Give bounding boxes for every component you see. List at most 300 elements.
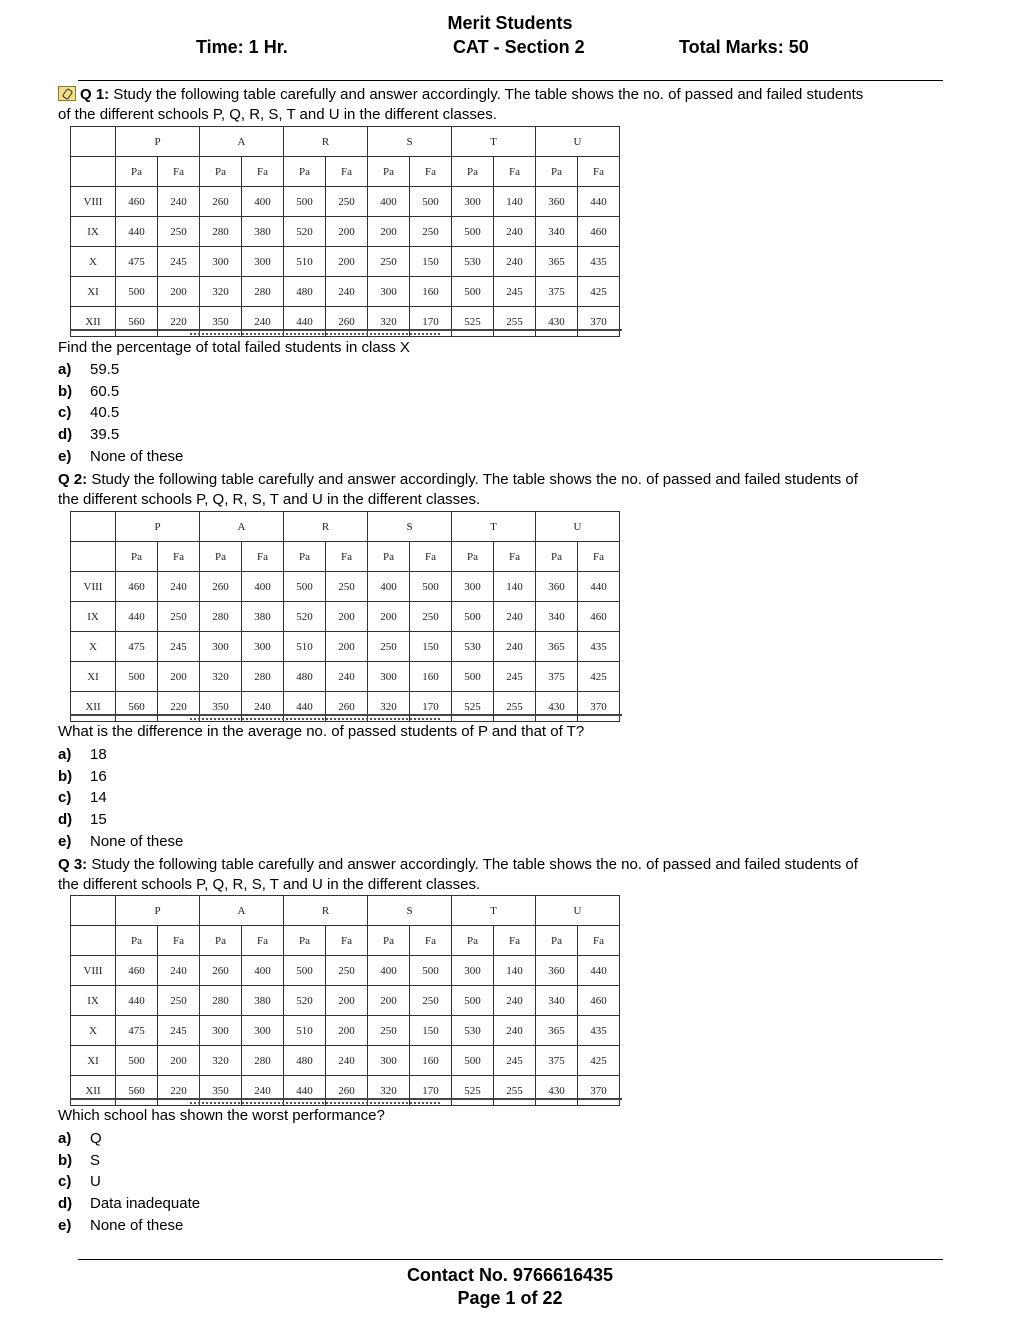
option-text: None of these <box>90 832 184 850</box>
results-table <box>70 895 620 1106</box>
question-1-options <box>58 359 183 467</box>
table-cell: 500 <box>116 1046 158 1076</box>
school-header: R <box>284 896 368 926</box>
option-letter: d) <box>58 426 73 444</box>
table-cell: 240 <box>494 986 536 1016</box>
table-cell: 440 <box>284 1076 326 1106</box>
table-cell: 435 <box>578 632 620 662</box>
table-cell: 245 <box>494 662 536 692</box>
pass-fail-header: Fa <box>410 926 452 956</box>
pass-fail-header: Fa <box>326 542 368 572</box>
table-row <box>71 217 620 247</box>
table-cell: 300 <box>200 1016 242 1046</box>
table-cell: 430 <box>536 1076 578 1106</box>
table-cell: 150 <box>410 1016 452 1046</box>
school-header: T <box>452 127 536 157</box>
table-cell: 140 <box>494 572 536 602</box>
table-cell: 260 <box>326 307 368 337</box>
option-letter: c) <box>58 404 72 422</box>
class-label: IX <box>71 602 116 632</box>
answer-option <box>58 1193 200 1215</box>
table-cell: 260 <box>200 956 242 986</box>
answer-option <box>58 809 183 831</box>
table-cell: 525 <box>452 692 494 722</box>
table-cell: 560 <box>116 307 158 337</box>
table-cell: 370 <box>578 1076 620 1106</box>
option-letter: e) <box>58 1216 72 1234</box>
class-label: XII <box>71 692 116 722</box>
table-cell: 220 <box>158 692 200 722</box>
table-cell: 300 <box>368 277 410 307</box>
table-cell: 320 <box>368 692 410 722</box>
table-cell: 370 <box>578 307 620 337</box>
table-cell: 380 <box>242 602 284 632</box>
pass-fail-header: Pa <box>536 926 578 956</box>
pass-fail-header: Pa <box>368 926 410 956</box>
table-row <box>71 662 620 692</box>
table-cell: 340 <box>536 602 578 632</box>
table-row <box>71 1046 620 1076</box>
table-cell: 240 <box>242 1076 284 1106</box>
table-cell: 240 <box>494 602 536 632</box>
table-cell: 300 <box>452 187 494 217</box>
table-cell: 500 <box>284 572 326 602</box>
answer-option <box>58 744 183 766</box>
answer-option <box>58 1171 200 1193</box>
table-cell: 250 <box>410 217 452 247</box>
scan-edge <box>70 714 622 721</box>
school-header: P <box>116 896 200 926</box>
question-1-intro-line1: Study the following table carefully and answer accordingly. The table shows the no. of passed and failed students <box>109 86 864 103</box>
class-label: VIII <box>71 572 116 602</box>
option-text: None of these <box>90 1216 184 1234</box>
table-cell: 350 <box>200 307 242 337</box>
pass-fail-header: Fa <box>494 542 536 572</box>
table-cell: 500 <box>452 1046 494 1076</box>
table-cell: 520 <box>284 986 326 1016</box>
table-cell: 260 <box>200 187 242 217</box>
table-cell: 440 <box>116 602 158 632</box>
table-cell: 510 <box>284 247 326 277</box>
table-row <box>71 956 620 986</box>
answer-option <box>58 359 183 381</box>
exam-section: CAT - Section 2 <box>453 37 585 57</box>
table-cell: 500 <box>452 986 494 1016</box>
table-cell: 380 <box>242 217 284 247</box>
answer-option <box>58 766 183 788</box>
contact-number: Contact No. 9766616435 <box>406 1265 614 1285</box>
table-cell: 255 <box>494 307 536 337</box>
table-cell: 220 <box>158 307 200 337</box>
table-corner-cell <box>71 512 116 542</box>
table-cell: 560 <box>116 1076 158 1106</box>
option-text: Data inadequate <box>90 1195 201 1213</box>
table-cell: 480 <box>284 277 326 307</box>
table-cell: 250 <box>410 602 452 632</box>
pass-fail-header: Fa <box>242 542 284 572</box>
table-cell: 400 <box>368 956 410 986</box>
table-cell: 245 <box>158 247 200 277</box>
table-cell: 140 <box>494 956 536 986</box>
table-cell: 245 <box>158 632 200 662</box>
pass-fail-header: Fa <box>578 542 620 572</box>
table-cell: 260 <box>326 692 368 722</box>
pass-fail-header: Fa <box>578 926 620 956</box>
table-cell: 200 <box>326 247 368 277</box>
table-row <box>71 1016 620 1046</box>
pass-fail-header: Pa <box>116 542 158 572</box>
class-label: IX <box>71 986 116 1016</box>
pass-fail-header: Fa <box>158 157 200 187</box>
school-header: P <box>116 512 200 542</box>
table-cell: 240 <box>494 632 536 662</box>
table-cell: 520 <box>284 217 326 247</box>
table-cell: 520 <box>284 602 326 632</box>
option-letter: e) <box>58 447 72 465</box>
option-letter: e) <box>58 832 72 850</box>
table-cell: 430 <box>536 692 578 722</box>
table-cell: 240 <box>494 217 536 247</box>
class-label: X <box>71 1016 116 1046</box>
option-text: 60.5 <box>90 382 120 400</box>
pass-fail-header: Fa <box>158 926 200 956</box>
question-2-options <box>58 744 183 852</box>
question-2-label: Q 2: <box>58 471 88 488</box>
question-3-options <box>58 1128 200 1236</box>
question-1-intro <box>58 85 958 125</box>
school-header: T <box>452 512 536 542</box>
option-letter: a) <box>58 361 72 378</box>
table-cell: 440 <box>284 307 326 337</box>
table-cell: 360 <box>536 572 578 602</box>
table-cell: 435 <box>578 1016 620 1046</box>
table-cell: 280 <box>200 986 242 1016</box>
table-cell: 255 <box>494 692 536 722</box>
footer-rule <box>78 1259 943 1260</box>
pass-fail-header: Fa <box>578 157 620 187</box>
table-cell: 140 <box>494 187 536 217</box>
class-label: X <box>71 247 116 277</box>
table-cell: 200 <box>368 602 410 632</box>
table-cell: 200 <box>326 217 368 247</box>
table-cell: 250 <box>326 187 368 217</box>
table-cell: 240 <box>242 692 284 722</box>
document-title: Merit Students <box>447 13 573 33</box>
pass-fail-header: Fa <box>242 157 284 187</box>
pass-fail-header: Fa <box>410 157 452 187</box>
table-cell: 300 <box>200 632 242 662</box>
table-cell: 380 <box>242 986 284 1016</box>
table-cell: 300 <box>452 572 494 602</box>
table-cell: 170 <box>410 692 452 722</box>
table-cell: 360 <box>536 956 578 986</box>
pass-fail-header: Pa <box>536 542 578 572</box>
table-cell: 400 <box>368 572 410 602</box>
pass-fail-header: Pa <box>200 157 242 187</box>
option-text: 14 <box>90 789 107 807</box>
table-cell: 200 <box>326 986 368 1016</box>
table-cell: 250 <box>158 217 200 247</box>
table-cell: 560 <box>116 692 158 722</box>
results-table <box>70 511 620 722</box>
option-text: 15 <box>90 811 107 829</box>
answer-option <box>58 381 183 403</box>
table-cell: 510 <box>284 1016 326 1046</box>
table-row <box>71 632 620 662</box>
table-cell: 440 <box>284 692 326 722</box>
header-rule <box>78 80 943 81</box>
pass-fail-header: Fa <box>242 926 284 956</box>
answer-option <box>58 1128 200 1150</box>
option-text: Q <box>90 1130 102 1147</box>
school-header: S <box>368 127 452 157</box>
table-cell: 365 <box>536 247 578 277</box>
pass-fail-header: Fa <box>326 157 368 187</box>
table-corner-cell <box>71 157 116 187</box>
table-cell: 460 <box>578 986 620 1016</box>
table-cell: 320 <box>200 1046 242 1076</box>
table-cell: 440 <box>116 217 158 247</box>
results-table <box>70 126 620 337</box>
option-letter: b) <box>58 1151 73 1169</box>
table-cell: 500 <box>452 662 494 692</box>
answer-option <box>58 831 183 853</box>
school-header: S <box>368 512 452 542</box>
table-cell: 280 <box>200 602 242 632</box>
option-letter: a) <box>58 1130 72 1147</box>
table-cell: 525 <box>452 1076 494 1106</box>
class-label: XI <box>71 277 116 307</box>
table-corner-cell <box>71 127 116 157</box>
option-text: S <box>90 1151 101 1169</box>
answer-option <box>58 1215 200 1237</box>
table-cell: 340 <box>536 217 578 247</box>
option-letter: a) <box>58 746 72 763</box>
option-text: 16 <box>90 767 107 785</box>
table-cell: 200 <box>158 1046 200 1076</box>
pass-fail-header: Fa <box>158 542 200 572</box>
pass-fail-header: Pa <box>284 926 326 956</box>
table-cell: 435 <box>578 247 620 277</box>
pass-fail-header: Pa <box>116 157 158 187</box>
pass-fail-header: Fa <box>410 542 452 572</box>
question-3-text: Which school has shown the worst performance? <box>58 1107 385 1124</box>
table-cell: 460 <box>578 217 620 247</box>
school-header: T <box>452 896 536 926</box>
table-cell: 300 <box>452 956 494 986</box>
table-cell: 500 <box>116 662 158 692</box>
school-header: U <box>536 512 620 542</box>
answer-option <box>58 1150 200 1172</box>
table-row <box>71 572 620 602</box>
class-label: IX <box>71 217 116 247</box>
question-2-intro-line1: Study the following table carefully and answer accordingly. The table shows the no. of passed and failed students of <box>87 471 858 488</box>
table-cell: 240 <box>326 277 368 307</box>
option-letter: c) <box>58 1173 72 1191</box>
table-corner-cell <box>71 896 116 926</box>
table-cell: 160 <box>410 1046 452 1076</box>
table-cell: 500 <box>452 602 494 632</box>
table-cell: 530 <box>452 247 494 277</box>
table-cell: 440 <box>578 572 620 602</box>
question-1-label: Q 1: <box>80 86 110 103</box>
table-cell: 370 <box>578 692 620 722</box>
table-cell: 475 <box>116 247 158 277</box>
table-cell: 440 <box>578 956 620 986</box>
table-cell: 250 <box>410 986 452 1016</box>
school-header: A <box>200 896 284 926</box>
table-cell: 170 <box>410 307 452 337</box>
table-cell: 245 <box>158 1016 200 1046</box>
table-cell: 200 <box>368 986 410 1016</box>
table-cell: 425 <box>578 1046 620 1076</box>
table-cell: 500 <box>410 572 452 602</box>
table-cell: 250 <box>368 1016 410 1046</box>
table-row <box>71 247 620 277</box>
table-cell: 200 <box>326 602 368 632</box>
table-cell: 160 <box>410 662 452 692</box>
option-text: 59.5 <box>90 361 120 378</box>
exam-time: Time: 1 Hr. <box>196 37 288 57</box>
question-2-intro <box>58 470 958 510</box>
table-cell: 440 <box>116 986 158 1016</box>
pass-fail-header: Pa <box>536 157 578 187</box>
table-cell: 500 <box>284 956 326 986</box>
table-cell: 530 <box>452 1016 494 1046</box>
school-header: U <box>536 896 620 926</box>
answer-option <box>58 424 183 446</box>
table-cell: 500 <box>116 277 158 307</box>
table-cell: 250 <box>326 572 368 602</box>
answer-option <box>58 402 183 424</box>
table-cell: 245 <box>494 1046 536 1076</box>
table-row <box>71 986 620 1016</box>
option-text: 18 <box>90 746 107 763</box>
pass-fail-header: Pa <box>452 926 494 956</box>
class-label: XII <box>71 307 116 337</box>
table-cell: 480 <box>284 662 326 692</box>
pass-fail-header: Fa <box>326 926 368 956</box>
table-cell: 460 <box>116 187 158 217</box>
table-cell: 280 <box>242 1046 284 1076</box>
table-cell: 160 <box>410 277 452 307</box>
table-cell: 240 <box>242 307 284 337</box>
question-3-intro-line1: Study the following table carefully and answer accordingly. The table shows the no. of passed and failed students of <box>87 856 858 873</box>
table-cell: 240 <box>494 247 536 277</box>
table-cell: 170 <box>410 1076 452 1106</box>
page-number: Page 1 of 22 <box>457 1288 563 1308</box>
pass-fail-header: Pa <box>200 926 242 956</box>
table-cell: 200 <box>158 277 200 307</box>
table-cell: 530 <box>452 632 494 662</box>
table-cell: 260 <box>200 572 242 602</box>
table-cell: 320 <box>200 662 242 692</box>
pass-fail-header: Pa <box>452 542 494 572</box>
table-cell: 360 <box>536 187 578 217</box>
table-cell: 350 <box>200 1076 242 1106</box>
school-header: R <box>284 127 368 157</box>
table-cell: 365 <box>536 632 578 662</box>
table-cell: 300 <box>200 247 242 277</box>
option-letter: c) <box>58 789 72 807</box>
table-cell: 440 <box>578 187 620 217</box>
table-cell: 350 <box>200 692 242 722</box>
table-cell: 200 <box>326 1016 368 1046</box>
school-header: S <box>368 896 452 926</box>
answer-option <box>58 787 183 809</box>
pass-fail-header: Fa <box>494 926 536 956</box>
table-cell: 510 <box>284 632 326 662</box>
table-cell: 430 <box>536 307 578 337</box>
class-label: XI <box>71 1046 116 1076</box>
table-cell: 240 <box>326 662 368 692</box>
table-cell: 375 <box>536 662 578 692</box>
edit-note-icon[interactable] <box>58 86 76 101</box>
table-cell: 320 <box>368 1076 410 1106</box>
table-cell: 150 <box>410 247 452 277</box>
option-letter: d) <box>58 811 73 829</box>
pass-fail-header: Pa <box>368 157 410 187</box>
pass-fail-header: Pa <box>200 542 242 572</box>
school-header: R <box>284 512 368 542</box>
table-cell: 475 <box>116 632 158 662</box>
table-cell: 300 <box>368 1046 410 1076</box>
question-3-intro-line2: the different schools P, Q, R, S, T and U in the different classes. <box>58 876 481 893</box>
table-cell: 280 <box>200 217 242 247</box>
pass-fail-header: Fa <box>494 157 536 187</box>
class-label: VIII <box>71 956 116 986</box>
table-cell: 250 <box>368 247 410 277</box>
table-cell: 400 <box>242 187 284 217</box>
table-cell: 400 <box>368 187 410 217</box>
table-cell: 200 <box>326 632 368 662</box>
table-cell: 200 <box>368 217 410 247</box>
question-3-label: Q 3: <box>58 856 88 873</box>
table-cell: 400 <box>242 956 284 986</box>
table-cell: 500 <box>410 956 452 986</box>
pass-fail-header: Pa <box>368 542 410 572</box>
question-2-table <box>70 511 622 721</box>
table-cell: 460 <box>116 572 158 602</box>
table-cell: 240 <box>326 1046 368 1076</box>
school-header: A <box>200 127 284 157</box>
answer-option <box>58 446 183 468</box>
table-corner-cell <box>71 926 116 956</box>
class-label: XI <box>71 662 116 692</box>
table-cell: 220 <box>158 1076 200 1106</box>
option-letter: d) <box>58 1195 73 1213</box>
table-cell: 200 <box>158 662 200 692</box>
table-cell: 280 <box>242 277 284 307</box>
table-cell: 500 <box>284 187 326 217</box>
table-cell: 320 <box>200 277 242 307</box>
table-cell: 255 <box>494 1076 536 1106</box>
pass-fail-header: Pa <box>116 926 158 956</box>
option-letter: b) <box>58 382 73 400</box>
table-cell: 300 <box>368 662 410 692</box>
table-cell: 240 <box>158 572 200 602</box>
option-text: 40.5 <box>90 404 120 422</box>
table-cell: 525 <box>452 307 494 337</box>
option-text: None of these <box>90 447 184 465</box>
table-cell: 460 <box>578 602 620 632</box>
question-3-table <box>70 895 622 1105</box>
class-label: XII <box>71 1076 116 1106</box>
scan-edge <box>70 329 622 336</box>
table-row <box>71 187 620 217</box>
table-cell: 240 <box>158 956 200 986</box>
class-label: VIII <box>71 187 116 217</box>
